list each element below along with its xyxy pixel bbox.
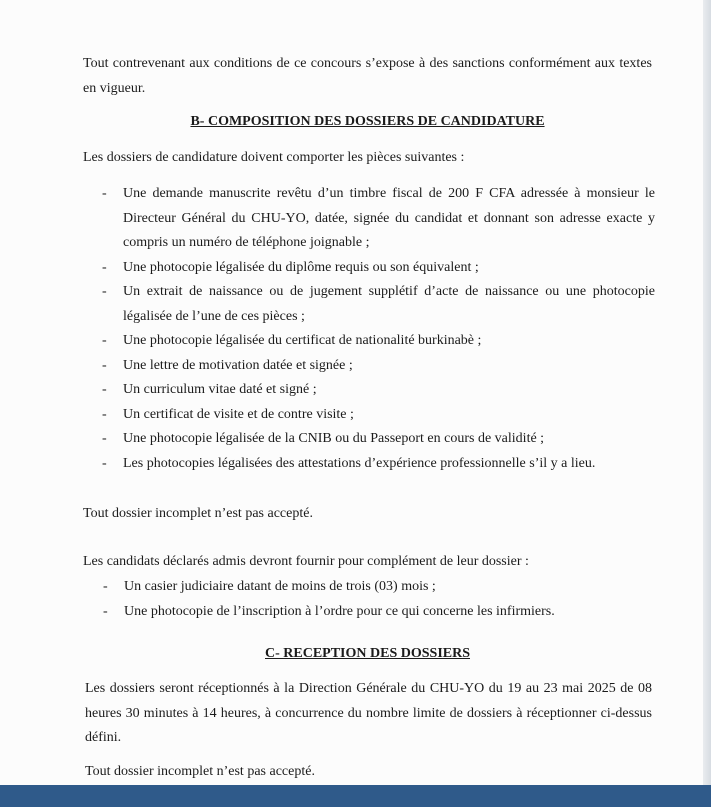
list-bullet: - bbox=[102, 186, 107, 201]
list-item: - Une photocopie de l’inscription à l’ordre pour ce qui concerne les infirmiers. bbox=[124, 600, 656, 625]
required-documents-list bbox=[102, 182, 655, 476]
section-b-heading: B- COMPOSITION DES DOSSIERS DE CANDIDATURE bbox=[190, 114, 545, 129]
bottom-banner bbox=[0, 785, 711, 807]
intro-paragraph: Tout contrevenant aux conditions de ce concours s’expose à des sanctions conformément aux textes en vigueur. bbox=[83, 56, 652, 96]
list-item: - Une photocopie légalisée de la CNIB ou du Passeport en cours de validité ; bbox=[123, 427, 655, 452]
list-bullet: - bbox=[103, 579, 108, 594]
reception-paragraph: Les dossiers seront réceptionnés à la Direction Générale du CHU-YO du 19 au 23 mai 2025 de 08 heures 30 minutes à 14 heures, à concurrence du nombre limite de dossiers à réceptionner ci-dessus défini. bbox=[85, 681, 652, 745]
list-item: - Un certificat de visite et de contre visite ; bbox=[123, 403, 655, 428]
list-item: - Une demande manuscrite revêtu d’un timbre fiscal de 200 F CFA adressée à monsieur le Directeur Général du CHU-YO, datée, signée du candidat et donnant son adresse exacte y compris un numéro de téléphone joignable ; bbox=[123, 182, 655, 256]
section-c-heading: C- RECEPTION DES DOSSIERS bbox=[265, 646, 470, 661]
admitted-documents-list bbox=[103, 575, 656, 624]
list-item: - Un curriculum vitae daté et signé ; bbox=[123, 378, 655, 403]
list-bullet: - bbox=[102, 284, 107, 299]
list-bullet: - bbox=[102, 431, 107, 446]
list-bullet: - bbox=[103, 603, 108, 619]
list-item: - Un casier judiciaire datant de moins de trois (03) mois ; bbox=[124, 575, 656, 600]
list-bullet: - bbox=[102, 455, 107, 471]
list-item: - Les photocopies légalisées des attestations d’expérience professionnelle s’il y a lieu. bbox=[123, 452, 655, 477]
list-item: - Une photocopie légalisée du certificat de nationalité burkinabè ; bbox=[123, 329, 655, 354]
section-b-lead: Les dossiers de candidature doivent comporter les pièces suivantes : bbox=[83, 150, 465, 165]
list-item: - Une lettre de motivation datée et signée ; bbox=[123, 354, 655, 379]
page-edge-shadow bbox=[703, 0, 711, 785]
list-item: - Un extrait de naissance ou de jugement supplétif d’acte de naissance ou une photocopie légalisée de l’une de ces pièces ; bbox=[123, 280, 655, 329]
list-bullet: - bbox=[102, 406, 107, 422]
list-bullet: - bbox=[102, 357, 107, 373]
list-bullet: - bbox=[102, 259, 107, 275]
list-bullet: - bbox=[102, 382, 107, 397]
incomplete-notice: Tout dossier incomplet n’est pas accepté. bbox=[83, 506, 313, 521]
list-bullet: - bbox=[102, 333, 107, 348]
admitted-lead: Les candidats déclarés admis devront fournir pour complément de leur dossier : bbox=[83, 554, 529, 569]
list-item: - Une photocopie légalisée du diplôme requis ou son équivalent ; bbox=[123, 256, 655, 281]
incomplete-notice-final: Tout dossier incomplet n’est pas accepté. bbox=[85, 764, 315, 779]
